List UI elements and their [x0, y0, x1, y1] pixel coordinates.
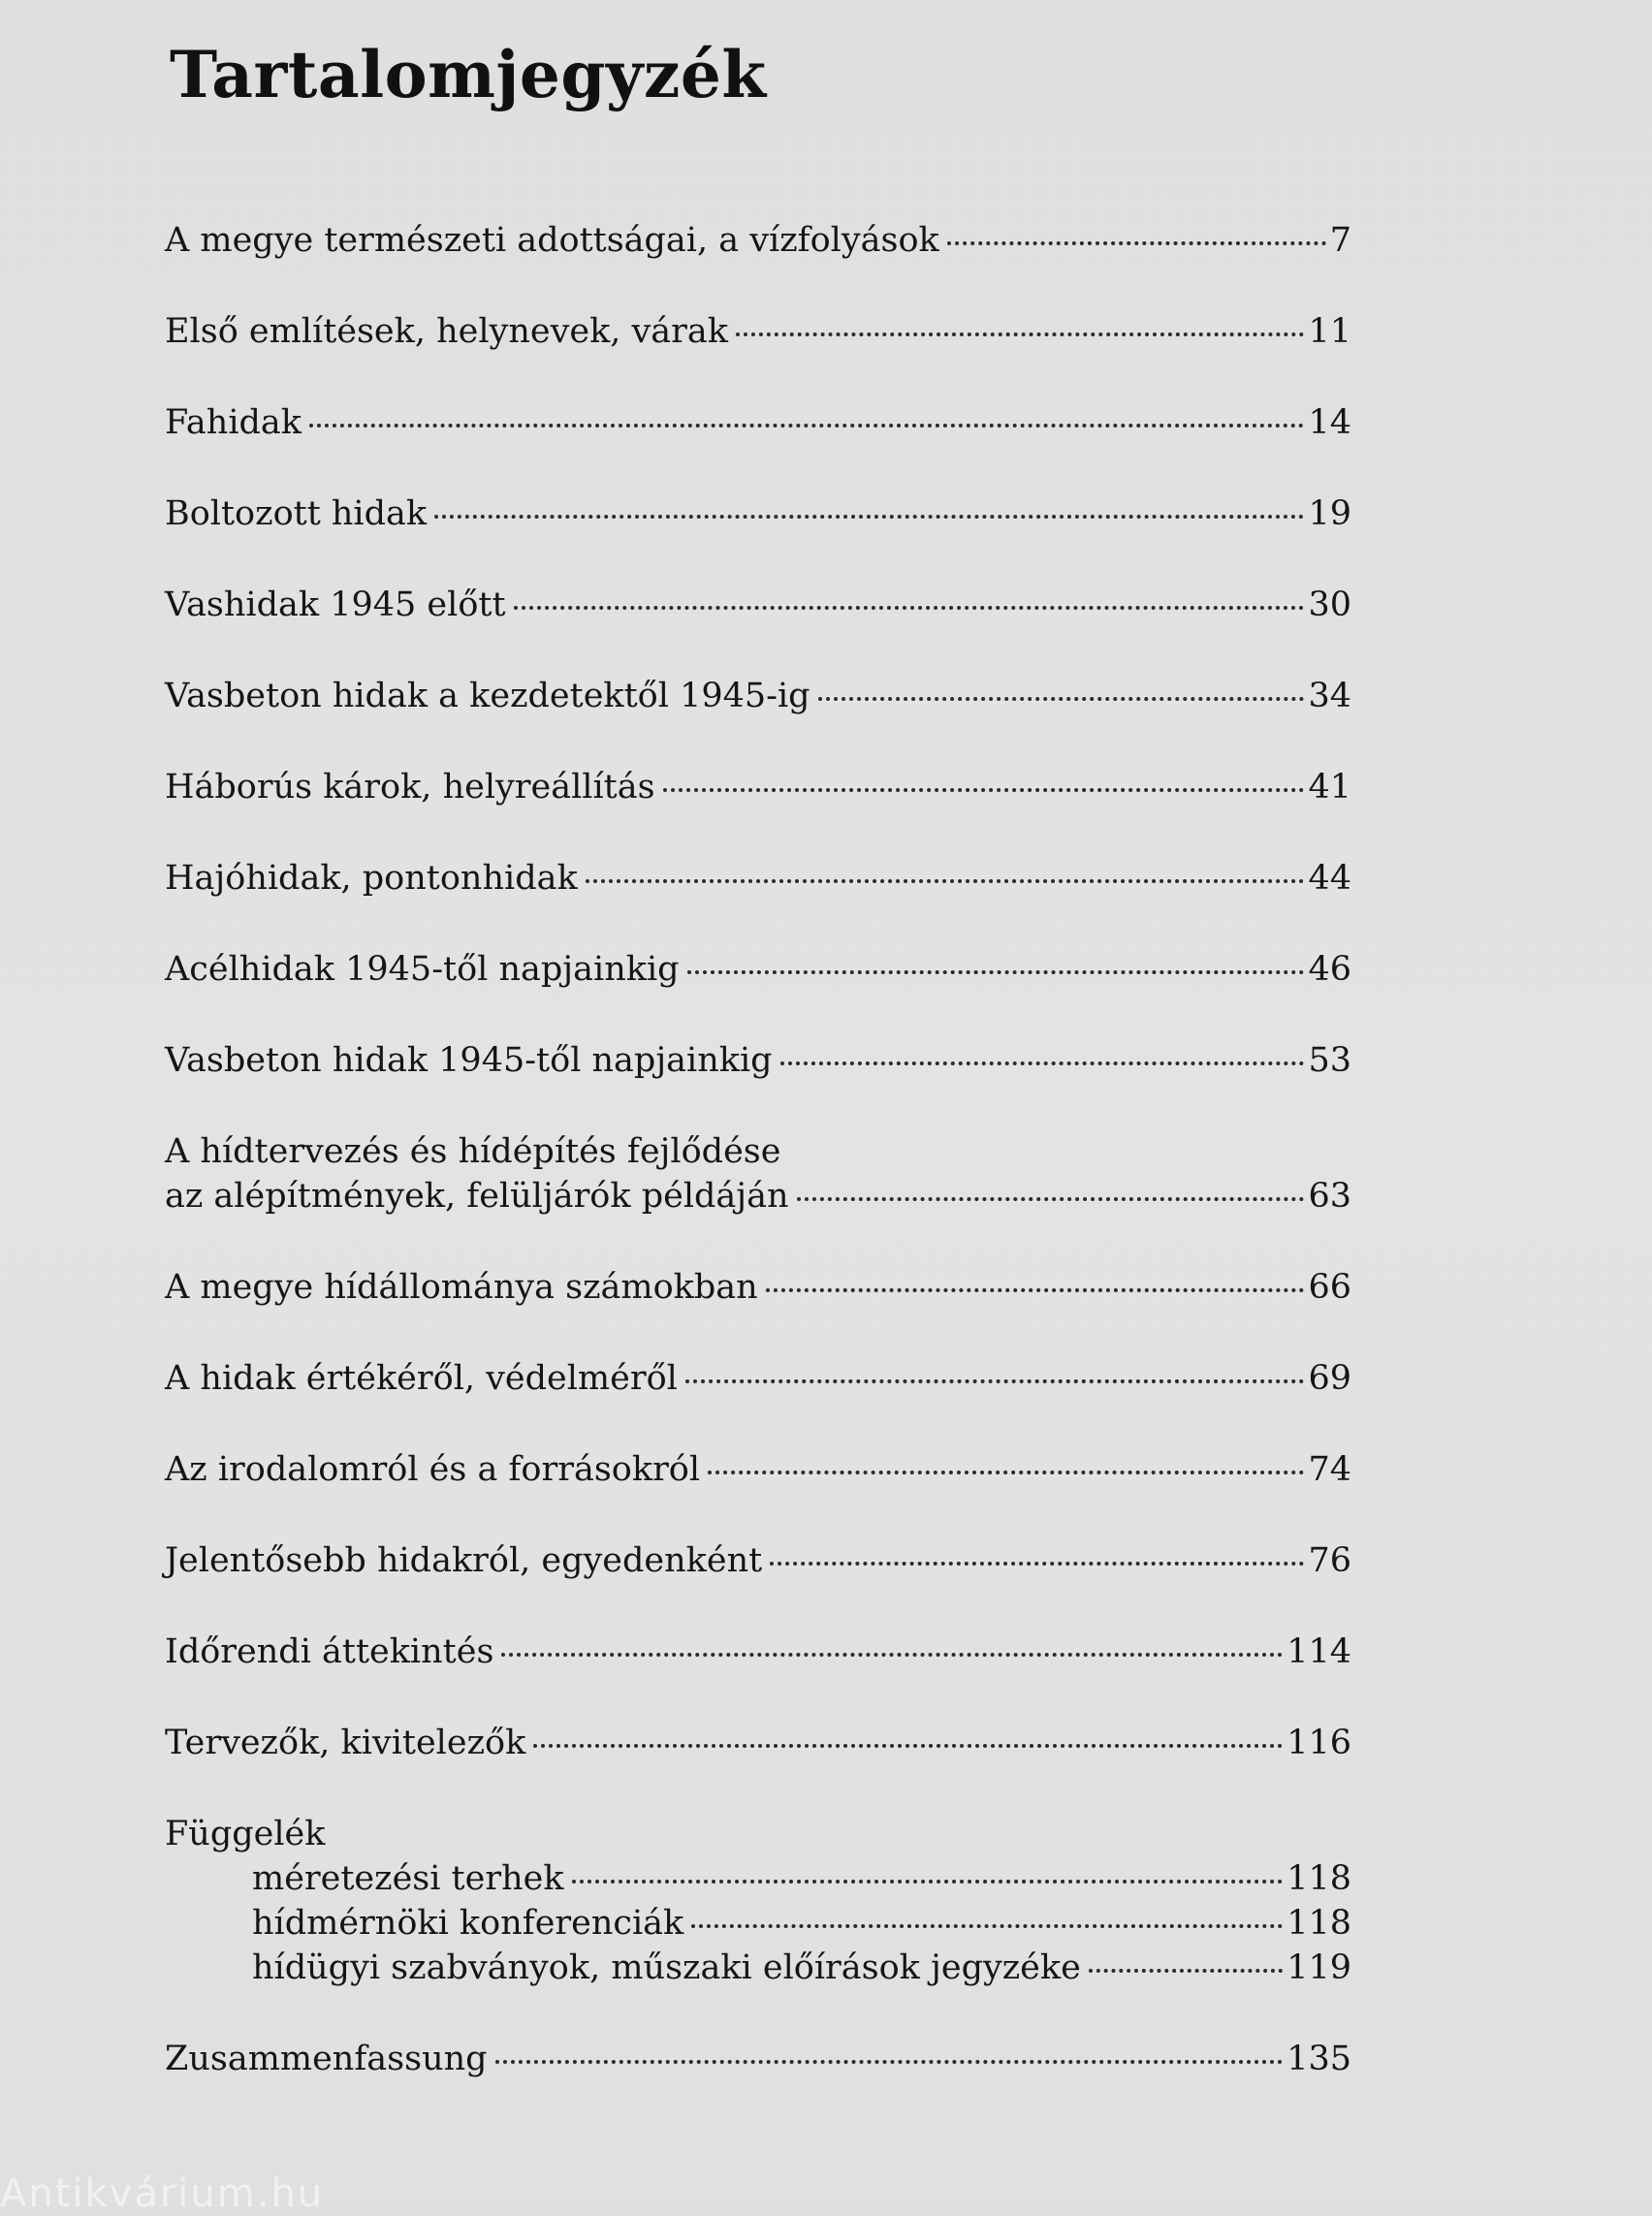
appendix-item — [252, 1856, 1351, 1901]
appendix-item-label: méretezési terhek — [252, 1859, 564, 1898]
appendix-item-page: 118 — [1287, 1859, 1351, 1898]
toc-entry-label: Az irodalomról és a forrásokról — [165, 1450, 701, 1489]
appendix-items — [165, 1856, 1351, 1990]
toc-entry-label: A hidak értékéről, védelméről — [165, 1359, 678, 1398]
toc-entry-page: 34 — [1308, 677, 1351, 715]
toc-entry-label: Jelentősebb hidakról, egyedenként — [165, 1541, 763, 1580]
dot-leader — [780, 1061, 1305, 1065]
toc-entry-label: Időrendi áttekintés — [165, 1632, 494, 1671]
toc-entry-page: 63 — [1308, 1177, 1351, 1216]
table-of-contents — [165, 218, 1351, 2128]
appendix-item-page: 118 — [1287, 1904, 1351, 1943]
appendix-item-label: hídügyi szabványok, műszaki előírások jegyzéke — [252, 1948, 1081, 1987]
page-title: Tartalomjegyzék — [170, 37, 767, 112]
toc-entry — [165, 1538, 1351, 1583]
toc-entry-page: 76 — [1308, 1541, 1351, 1580]
dot-leader — [495, 2060, 1284, 2064]
dot-leader — [572, 1880, 1284, 1884]
toc-entry — [165, 309, 1351, 354]
dot-leader — [818, 697, 1305, 701]
toc-entry — [165, 583, 1351, 627]
dot-leader — [770, 1562, 1304, 1566]
toc-entry-label: Vasbeton hidak 1945-től napjainkig — [165, 1041, 773, 1080]
toc-entry-page: 11 — [1308, 312, 1351, 351]
toc-entry-label-line1: A hídtervezés és hídépítés fejlődése — [165, 1132, 781, 1171]
appendix-item — [252, 1946, 1351, 1990]
toc-entry-page: 53 — [1308, 1041, 1351, 1080]
dot-leader — [685, 1379, 1305, 1383]
toc-entry — [165, 1447, 1351, 1492]
toc-entry-page: 69 — [1308, 1359, 1351, 1398]
toc-entry-label: Boltozott hidak — [165, 494, 428, 533]
toc-entry — [165, 2037, 1351, 2081]
toc-entry — [165, 491, 1351, 536]
toc-entry-page: 44 — [1308, 859, 1351, 898]
toc-entry-label: Vasbeton hidak a kezdetektől 1945-ig — [165, 677, 810, 715]
appendix-item-page: 119 — [1287, 1948, 1351, 1987]
toc-entry — [165, 765, 1351, 809]
toc-entry — [165, 674, 1351, 718]
dot-leader — [1089, 1969, 1283, 1973]
toc-entry-page: 19 — [1308, 494, 1351, 533]
toc-entry-label: Tervezők, kivitelezők — [165, 1724, 526, 1762]
toc-entry-label: Hajóhidak, pontonhidak — [165, 859, 578, 898]
dot-leader — [708, 1471, 1304, 1474]
dot-leader — [766, 1288, 1305, 1292]
toc-entry-page: 135 — [1287, 2040, 1351, 2078]
dot-leader — [514, 606, 1305, 610]
toc-entry — [165, 1265, 1351, 1310]
toc-entry-page: 41 — [1308, 768, 1351, 807]
toc-entry — [165, 856, 1351, 901]
dot-leader — [687, 970, 1305, 974]
toc-entry — [165, 218, 1351, 263]
toc-entry-label: Vashidak 1945 előtt — [165, 586, 506, 624]
toc-entry — [165, 947, 1351, 992]
dot-leader — [947, 241, 1326, 245]
toc-entry-page: 30 — [1308, 586, 1351, 624]
toc-entry-page: 66 — [1308, 1268, 1351, 1307]
dot-leader — [533, 1744, 1283, 1748]
toc-entry — [165, 1630, 1351, 1674]
dot-leader — [309, 424, 1304, 427]
toc-entry-label: A megye hídállománya számokban — [165, 1268, 758, 1307]
toc-appendix-group — [165, 1812, 1351, 1990]
toc-entry-page: 7 — [1329, 221, 1351, 260]
toc-entry — [165, 1721, 1351, 1765]
dot-leader — [663, 788, 1305, 792]
toc-entry-label: Első említések, helynevek, várak — [165, 312, 728, 351]
appendix-title: Függelék — [165, 1815, 326, 1853]
toc-entry-page: 46 — [1308, 950, 1351, 989]
appendix-item-label: hídmérnöki konferenciák — [252, 1904, 684, 1943]
dot-leader — [586, 879, 1305, 883]
dot-leader — [691, 1924, 1283, 1928]
dot-leader — [434, 515, 1304, 519]
toc-entry — [165, 1356, 1351, 1401]
toc-entry-page: 14 — [1308, 403, 1351, 442]
toc-entry-label: az alépítmények, felüljárók példáján — [165, 1177, 789, 1216]
toc-entry-label: Fahidak — [165, 403, 302, 442]
toc-entry — [165, 1038, 1351, 1083]
toc-entry — [165, 400, 1351, 445]
toc-entry-label: Háborús károk, helyreállítás — [165, 768, 655, 807]
watermark: Antikvárium.hu — [0, 2171, 325, 2216]
appendix-item — [252, 1901, 1351, 1946]
toc-entry-page: 116 — [1287, 1724, 1351, 1762]
toc-entry-multiline — [165, 1129, 1351, 1219]
toc-entry-label: A megye természeti adottságai, a vízfolyások — [165, 221, 939, 260]
toc-entry-label: Zusammenfassung — [165, 2040, 488, 2078]
toc-entry-page: 114 — [1287, 1632, 1351, 1671]
dot-leader — [501, 1653, 1283, 1657]
toc-entry-page: 74 — [1308, 1450, 1351, 1489]
dot-leader — [736, 332, 1304, 336]
toc-entry-label: Acélhidak 1945-től napjainkig — [165, 950, 680, 989]
dot-leader — [797, 1197, 1305, 1201]
